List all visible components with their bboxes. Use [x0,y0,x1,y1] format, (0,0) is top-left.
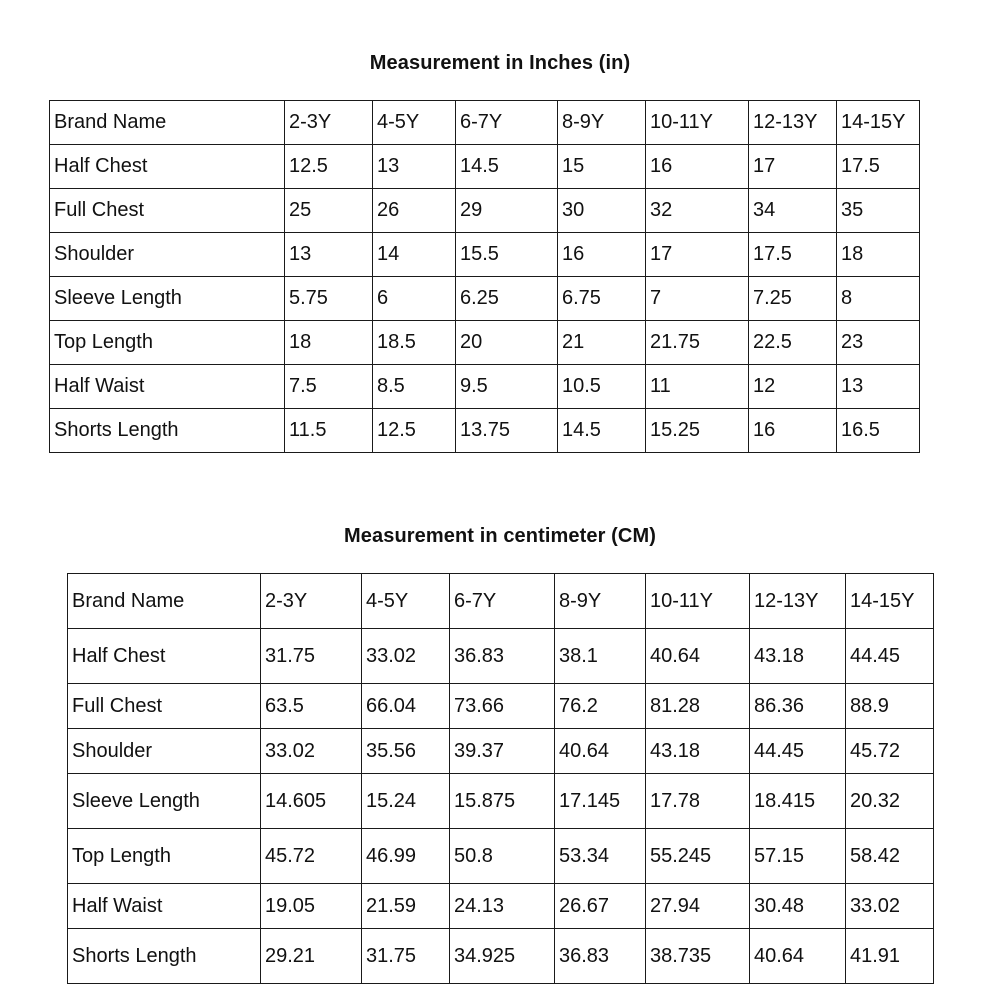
table-cell: 15.24 [362,774,450,829]
table-cell: 40.64 [646,629,750,684]
row-label-cell: Full Chest [68,684,261,729]
table-cell: 31.75 [362,929,450,984]
table-cell: 17.5 [837,145,920,189]
table-row [50,365,920,409]
table-cell: 36.83 [450,629,555,684]
table-cell: 14.5 [558,409,646,453]
table-cell: 38.735 [646,929,750,984]
table-cell: 44.45 [846,629,934,684]
table-cell: 33.02 [261,729,362,774]
table-cell: 6.25 [456,277,558,321]
table-cell: 11.5 [285,409,373,453]
table-cell: 16 [558,233,646,277]
table-cell: 17.78 [646,774,750,829]
table-cell: 40.64 [750,929,846,984]
table-cell: 15.5 [456,233,558,277]
table-cell: 7 [646,277,749,321]
header-cell: 14-15Y [837,101,920,145]
table-cell: 12 [749,365,837,409]
table-header-row [50,101,920,145]
table-cell: 12.5 [373,409,456,453]
table-row [50,189,920,233]
table-cell: 13.75 [456,409,558,453]
row-label-cell: Shorts Length [50,409,285,453]
table-cell: 29.21 [261,929,362,984]
header-cell: 6-7Y [456,101,558,145]
header-cell: 8-9Y [558,101,646,145]
table-cell: 63.5 [261,684,362,729]
header-cell: 6-7Y [450,574,555,629]
table-header-row [68,574,934,629]
table-cell: 20 [456,321,558,365]
row-label-cell: Half Chest [68,629,261,684]
header-cell: 2-3Y [285,101,373,145]
table-cell: 14.605 [261,774,362,829]
table-cell: 5.75 [285,277,373,321]
table-cell: 18.415 [750,774,846,829]
table-cell: 18.5 [373,321,456,365]
table-cell: 38.1 [555,629,646,684]
header-cell: 10-11Y [646,101,749,145]
table-cell: 50.8 [450,829,555,884]
row-label-cell: Full Chest [50,189,285,233]
row-label-cell: Sleeve Length [68,774,261,829]
table-cell: 31.75 [261,629,362,684]
header-cell: 12-13Y [750,574,846,629]
table-cell: 14.5 [456,145,558,189]
table-cell: 40.64 [555,729,646,774]
table-cell: 33.02 [362,629,450,684]
table-cell: 86.36 [750,684,846,729]
table-cell: 41.91 [846,929,934,984]
table-cell: 76.2 [555,684,646,729]
table-cell: 35 [837,189,920,233]
table-cell: 73.66 [450,684,555,729]
table-row [50,145,920,189]
table-cell: 34 [749,189,837,233]
table-cell: 6 [373,277,456,321]
table-cell: 43.18 [750,629,846,684]
table-cell: 13 [373,145,456,189]
header-cell: Brand Name [68,574,261,629]
table-cell: 16 [749,409,837,453]
table-cell: 44.45 [750,729,846,774]
table-cell: 17.5 [749,233,837,277]
table-cell: 16 [646,145,749,189]
table-cell: 8.5 [373,365,456,409]
table-cell: 81.28 [646,684,750,729]
table-cell: 17 [749,145,837,189]
table-cell: 32 [646,189,749,233]
inches-size-table [49,100,920,453]
table-cell: 88.9 [846,684,934,729]
table-row [50,321,920,365]
cm-table-title: Measurement in centimeter (CM) [344,525,656,547]
table-row [68,929,934,984]
table-cell: 11 [646,365,749,409]
row-label-cell: Half Waist [68,884,261,929]
table-cell: 7.5 [285,365,373,409]
table-cell: 20.32 [846,774,934,829]
table-cell: 45.72 [261,829,362,884]
table-row [68,684,934,729]
table-cell: 16.5 [837,409,920,453]
table-cell: 10.5 [558,365,646,409]
cm-size-table [67,573,934,984]
table-cell: 58.42 [846,829,934,884]
table-cell: 57.15 [750,829,846,884]
table-cell: 30.48 [750,884,846,929]
table-cell: 53.34 [555,829,646,884]
row-label-cell: Shoulder [68,729,261,774]
header-cell: 2-3Y [261,574,362,629]
table-cell: 14 [373,233,456,277]
table-row [68,829,934,884]
table-row [50,233,920,277]
table-cell: 66.04 [362,684,450,729]
row-label-cell: Half Chest [50,145,285,189]
row-label-cell: Shorts Length [68,929,261,984]
table-row [50,409,920,453]
table-cell: 45.72 [846,729,934,774]
header-cell: 4-5Y [373,101,456,145]
table-cell: 17.145 [555,774,646,829]
row-label-cell: Top Length [68,829,261,884]
header-cell: 4-5Y [362,574,450,629]
table-cell: 29 [456,189,558,233]
table-cell: 27.94 [646,884,750,929]
table-cell: 21.75 [646,321,749,365]
table-row [68,629,934,684]
table-cell: 8 [837,277,920,321]
table-cell: 13 [837,365,920,409]
header-cell: Brand Name [50,101,285,145]
row-label-cell: Half Waist [50,365,285,409]
table-cell: 46.99 [362,829,450,884]
table-row [68,774,934,829]
table-cell: 34.925 [450,929,555,984]
table-cell: 6.75 [558,277,646,321]
table-cell: 13 [285,233,373,277]
inches-table-title: Measurement in Inches (in) [369,52,631,74]
table-cell: 39.37 [450,729,555,774]
table-cell: 33.02 [846,884,934,929]
header-cell: 14-15Y [846,574,934,629]
table-cell: 43.18 [646,729,750,774]
table-cell: 23 [837,321,920,365]
table-cell: 15 [558,145,646,189]
table-cell: 21 [558,321,646,365]
row-label-cell: Sleeve Length [50,277,285,321]
row-label-cell: Shoulder [50,233,285,277]
table-cell: 9.5 [456,365,558,409]
table-cell: 19.05 [261,884,362,929]
table-cell: 35.56 [362,729,450,774]
table-cell: 12.5 [285,145,373,189]
table-cell: 26 [373,189,456,233]
header-cell: 12-13Y [749,101,837,145]
table-row [50,277,920,321]
table-cell: 24.13 [450,884,555,929]
table-cell: 18 [285,321,373,365]
table-cell: 18 [837,233,920,277]
table-cell: 15.25 [646,409,749,453]
header-cell: 10-11Y [646,574,750,629]
table-cell: 25 [285,189,373,233]
table-cell: 55.245 [646,829,750,884]
row-label-cell: Top Length [50,321,285,365]
table-row [68,884,934,929]
table-cell: 26.67 [555,884,646,929]
table-cell: 21.59 [362,884,450,929]
table-cell: 7.25 [749,277,837,321]
table-cell: 15.875 [450,774,555,829]
table-cell: 22.5 [749,321,837,365]
table-cell: 30 [558,189,646,233]
header-cell: 8-9Y [555,574,646,629]
table-cell: 17 [646,233,749,277]
table-cell: 36.83 [555,929,646,984]
table-row [68,729,934,774]
